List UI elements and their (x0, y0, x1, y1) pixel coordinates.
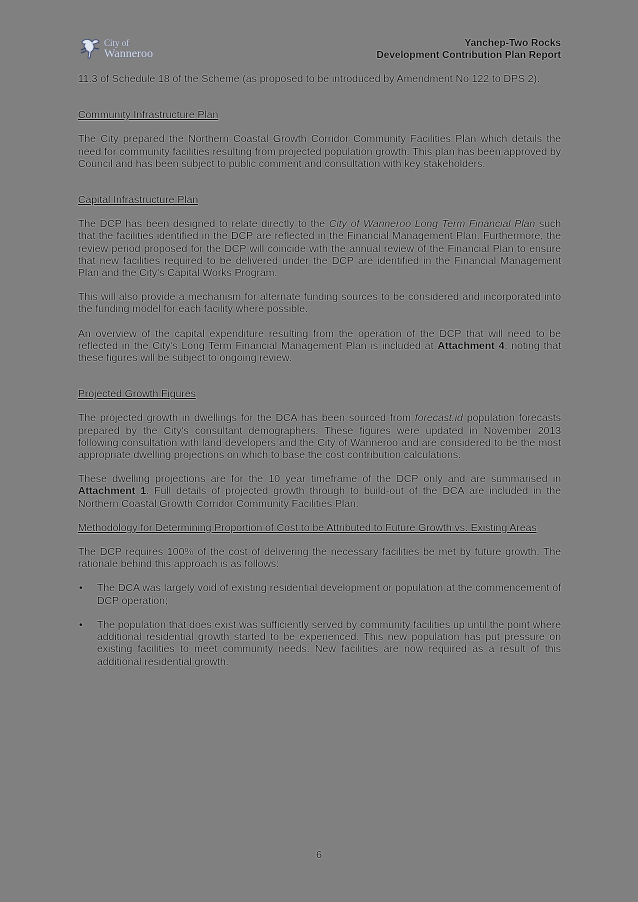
page-content (78, 74, 561, 681)
text-span: such that the facilities identified in the DCP are reflected in the Financial Management Plan. Furthermore, the review period proposed for the DCP will coincide with the annual review of the Financial Plan to ensure that new facilities required to be delivered under the DCP are identified in the Financial Management Plan and the City's Capital Works Program. (78, 219, 561, 280)
list-item-text: The DCA was largely void of existing residential development or population at the commencement of DCP operation; (97, 583, 561, 607)
document-title-line2: Development Contribution Plan Report (376, 50, 561, 61)
attachment-1-reference: Attachment 1 (78, 486, 147, 498)
logo-text (104, 38, 153, 58)
intro-continuation: 11.3 of Schedule 18 of the Scheme (as proposed to be introduced by Amendment No 122 to DPS 2). (78, 74, 540, 85)
community-plan-paragraph: The City prepared the Northern Coastal Growth Corridor Community Facilities Plan which details the need for community facilities resulting from projected population growth. This plan has been approved by Council and has been subject to public comment and consultation with key stakeholders. (78, 134, 561, 170)
methodology-bullet-list (78, 583, 561, 668)
growth-figures-paragraph-1 (78, 413, 561, 462)
document-title-line1: Yanchep-Two Rocks (464, 38, 561, 49)
heading-methodology: Methodology for Determining Proportion of Cost to be Attributed to Future Growth vs. Existing Areas (78, 522, 537, 534)
city-logo (78, 36, 153, 60)
document-title (377, 38, 561, 62)
forecast-id-name: forecast.id (414, 413, 463, 425)
methodology-paragraph: The DCP requires 100% of the cost of delivering the necessary facilities be met by future growth. The rationale behind this approach is as follows: (78, 547, 561, 571)
text-span: An overview of the capital expenditure resulting from the operation of the DCP that will need to be reflected in the City's Long Term Financial Management Plan is included at (78, 328, 561, 352)
growth-figures-paragraph-2 (78, 474, 561, 511)
heading-projected-growth-figures: Projected Growth Figures (78, 389, 196, 401)
page-header (78, 36, 561, 66)
logo-line1: City of (104, 38, 130, 48)
bullet-icon: • (79, 619, 83, 631)
heading-capital-infrastructure-plan: Capital Infrastructure Plan (78, 195, 199, 207)
logo-line2: Wanneroo (104, 46, 154, 60)
capital-plan-paragraph-3 (78, 329, 561, 366)
text-span: . Full details of projected growth through to build-out of the DCA are included in the Northern Coastal Growth Corridor Community Facilities Plan. (78, 486, 561, 510)
text-span: These dwelling projections are for the 10 year timeframe of the DCP only and are summarised in (78, 474, 561, 486)
capital-plan-paragraph-2: This will also provide a mechanism for alternate funding sources to be considered and incorporated into the funding model for each facility where possible. (78, 292, 561, 316)
city-of-wanneroo-logo-icon (78, 36, 102, 60)
text-span: population forecasts prepared by the City's consultant demographers. These figures were updated in November 2013 following consultation with land developers and the City of Wanneroo and are considered to be the most appropriate dwelling projections on which to base the cost contribution calculations. (78, 413, 561, 462)
capital-plan-paragraph-1 (78, 219, 561, 280)
attachment-4-reference: Attachment 4 (437, 340, 505, 352)
text-span: , noting that these figures will be subject to ongoing review. (78, 340, 561, 365)
heading-community-infrastructure-plan: Community Infrastructure Plan (78, 110, 219, 122)
financial-plan-title: City of Wanneroo Long Term Financial Plan (328, 219, 536, 231)
page-number: 6 (316, 849, 322, 861)
list-item (78, 583, 561, 607)
list-item-text: The population that does exist was sufficiently served by community facilities up until the point where additional residential growth started to be experienced. This new population has put pressure on existing facilities to meet community needs. New facilities are now required as a result of this additional residential growth. (97, 619, 561, 668)
list-item (78, 620, 561, 669)
bullet-icon: • (79, 583, 83, 595)
text-span: The projected growth in dwellings for the DCA has been sourced from (78, 413, 415, 425)
text-span: The DCP has been designed to relate directly to the (78, 219, 329, 231)
